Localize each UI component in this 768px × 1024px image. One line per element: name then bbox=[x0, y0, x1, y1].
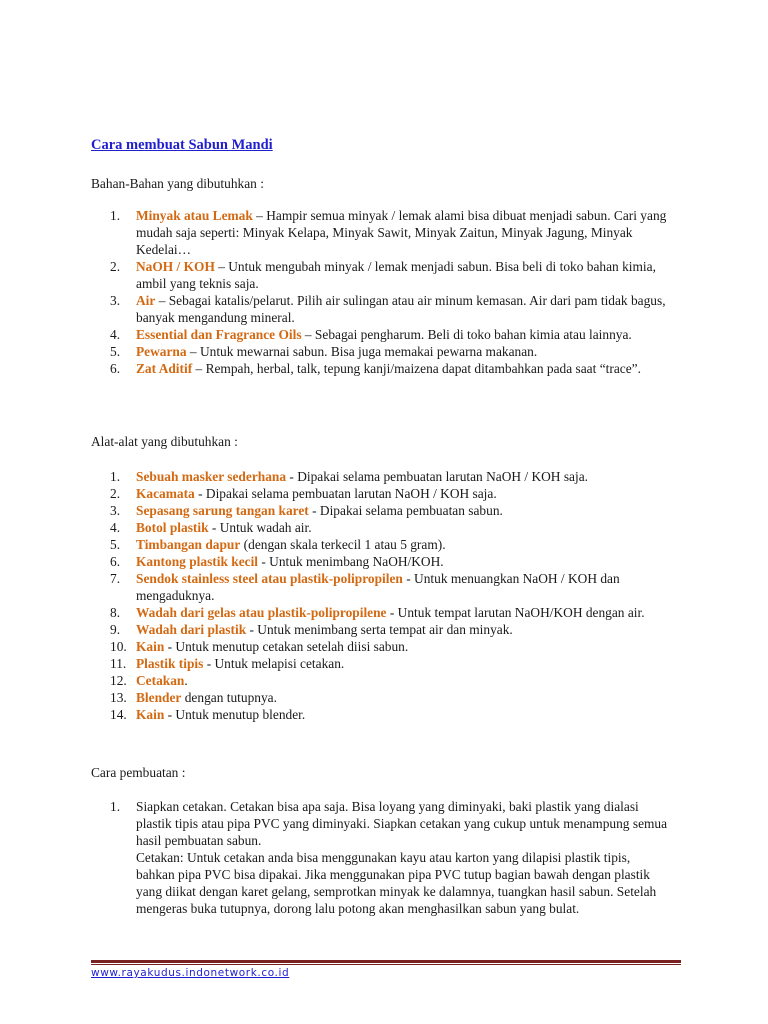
item-description: – Rempah, herbal, talk, tepung kanji/maizena dapat ditambahkan pada saat “trace”. bbox=[192, 361, 641, 376]
item-description: - Dipakai selama pembuatan larutan NaOH / KOH saja. bbox=[194, 486, 497, 501]
page-title[interactable]: Cara membuat Sabun Mandi bbox=[91, 137, 273, 153]
item-description: – Hampir semua minyak / lemak alami bisa dibuat menjadi sabun. Cari yang mudah saja seperti: Minyak Kelapa, Minyak Sawit, Minyak Zaitun, Minyak Jagung, Minyak Kedelai… bbox=[136, 208, 667, 257]
list-item bbox=[91, 621, 671, 638]
item-keyword: Wadah dari plastik bbox=[136, 622, 247, 637]
item-description: - Untuk menutup blender. bbox=[164, 707, 306, 722]
item-description: – Sebagai pengharum. Beli di toko bahan kimia atau lainnya. bbox=[301, 327, 632, 342]
item-description: – Sebagai katalis/pelarut. Pilih air sulingan atau air minum kemasan. Air dari pam tidak bagus, banyak mengandung mineral. bbox=[136, 293, 666, 325]
list-item bbox=[91, 553, 671, 570]
section-heading-cara: Cara pembuatan : bbox=[91, 765, 186, 780]
item-keyword: Botol plastik bbox=[136, 520, 209, 535]
list-item bbox=[91, 536, 671, 553]
list-item bbox=[91, 655, 671, 672]
list-item bbox=[91, 343, 671, 360]
item-keyword: Zat Aditif bbox=[136, 361, 193, 376]
item-number: 11. bbox=[110, 656, 127, 671]
item-number: 4. bbox=[110, 327, 121, 342]
item-keyword: Essential dan Fragrance Oils bbox=[136, 327, 302, 342]
footer-rule bbox=[91, 960, 681, 963]
item-keyword: Kacamata bbox=[136, 486, 195, 501]
item-keyword: Sendok stainless steel atau plastik-polipropilen bbox=[136, 571, 403, 586]
item-number: 12. bbox=[110, 673, 127, 688]
alat-list bbox=[91, 468, 671, 723]
item-number: 4. bbox=[110, 520, 121, 535]
item-keyword: Kain bbox=[136, 639, 165, 654]
item-keyword: NaOH / KOH bbox=[136, 259, 215, 274]
item-keyword: Sepasang sarung tangan karet bbox=[136, 503, 309, 518]
list-item bbox=[91, 326, 671, 343]
list-item bbox=[91, 502, 671, 519]
list-item bbox=[91, 638, 671, 655]
list-item bbox=[91, 360, 671, 377]
item-keyword: Minyak atau Lemak bbox=[136, 208, 253, 223]
list-item bbox=[91, 468, 671, 485]
item-number: 13. bbox=[110, 690, 127, 705]
item-number: 10. bbox=[110, 639, 127, 654]
list-item bbox=[91, 604, 671, 621]
item-keyword: Kantong plastik kecil bbox=[136, 554, 259, 569]
item-number: 5. bbox=[110, 344, 121, 359]
item-description: – Untuk mengubah minyak / lemak menjadi sabun. Bisa beli di toko bahan kimia, ambil yang teknis saja. bbox=[136, 259, 656, 291]
item-description: - Untuk menimbang serta tempat air dan minyak. bbox=[246, 622, 513, 637]
item-number: 7. bbox=[110, 571, 121, 586]
bahan-list bbox=[91, 207, 671, 377]
item-description: - Untuk wadah air. bbox=[208, 520, 312, 535]
item-description: dengan tutupnya. bbox=[181, 690, 277, 705]
item-number: 5. bbox=[110, 537, 121, 552]
list-item bbox=[91, 207, 671, 258]
item-description: - Untuk menutup cetakan setelah diisi sabun. bbox=[164, 639, 409, 654]
item-description: - Untuk melapisi cetakan. bbox=[203, 656, 345, 671]
item-number: 14. bbox=[110, 707, 127, 722]
section-heading-alat: Alat-alat yang dibutuhkan : bbox=[91, 434, 238, 449]
list-item bbox=[91, 292, 671, 326]
item-keyword: Cetakan bbox=[136, 673, 185, 688]
item-number: 1. bbox=[110, 469, 121, 484]
item-description: (dengan skala terkecil 1 atau 5 gram). bbox=[240, 537, 446, 552]
item-number: 2. bbox=[110, 486, 121, 501]
list-item bbox=[91, 570, 671, 604]
item-keyword: Wadah dari gelas atau plastik-polipropilene bbox=[136, 605, 387, 620]
item-number: 6. bbox=[110, 361, 121, 376]
footer-website-link[interactable]: www.rayakudus.indonetwork.co.id bbox=[91, 967, 290, 979]
item-description: - Untuk menuangkan NaOH / KOH dan mengaduknya. bbox=[136, 571, 620, 603]
section-heading-bahan: Bahan-Bahan yang dibutuhkan : bbox=[91, 176, 264, 191]
item-number: 9. bbox=[110, 622, 121, 637]
item-number: 1. bbox=[110, 799, 121, 814]
item-keyword: Timbangan dapur bbox=[136, 537, 241, 552]
item-number: 2. bbox=[110, 259, 121, 274]
item-number: 8. bbox=[110, 605, 121, 620]
list-item bbox=[91, 672, 671, 689]
item-number: 1. bbox=[110, 208, 121, 223]
item-description: - Dipakai selama pembuatan sabun. bbox=[308, 503, 503, 518]
item-description: . bbox=[184, 673, 188, 688]
item-number: 3. bbox=[110, 293, 121, 308]
cara-list bbox=[91, 798, 671, 917]
item-keyword: Sebuah masker sederhana bbox=[136, 469, 287, 484]
list-item bbox=[91, 689, 671, 706]
step-text: Siapkan cetakan. Cetakan bisa apa saja. Bisa loyang yang diminyaki, baki plastik yang dialasi plastik tipis atau pipa PVC yang diminyaki. Siapkan cetakan yang cukup untuk menampung semua hasil pembuatan sabun. bbox=[136, 799, 668, 848]
item-description: - Untuk tempat larutan NaOH/KOH dengan air. bbox=[386, 605, 645, 620]
list-item bbox=[91, 258, 671, 292]
item-description: - Untuk menimbang NaOH/KOH. bbox=[258, 554, 444, 569]
item-description: – Untuk mewarnai sabun. Bisa juga memakai pewarna makanan. bbox=[186, 344, 538, 359]
item-keyword: Blender bbox=[136, 690, 182, 705]
list-item bbox=[91, 706, 671, 723]
item-number: 3. bbox=[110, 503, 121, 518]
list-item bbox=[91, 798, 671, 917]
item-keyword: Air bbox=[136, 293, 156, 308]
footer-rule-thin bbox=[91, 964, 681, 965]
item-keyword: Kain bbox=[136, 707, 165, 722]
item-description: - Dipakai selama pembuatan larutan NaOH / KOH saja. bbox=[286, 469, 588, 484]
item-keyword: Pewarna bbox=[136, 344, 187, 359]
item-keyword: Plastik tipis bbox=[136, 656, 204, 671]
list-item bbox=[91, 519, 671, 536]
list-item bbox=[91, 485, 671, 502]
item-number: 6. bbox=[110, 554, 121, 569]
step-text-cetakan: Cetakan: Untuk cetakan anda bisa menggunakan kayu atau karton yang dilapisi plastik tipis, bahkan pipa PVC bisa dipakai. Jika menggunakan pipa PVC tutup bagian bawah dengan plastik yang diikat dengan karet gelang, semprotkan minyak ke dalamnya, tuangkan hasil sabun. Setelah mengeras buka tutupnya, dorong lalu potong akan menghasilkan sabun yang bulat. bbox=[136, 850, 657, 916]
